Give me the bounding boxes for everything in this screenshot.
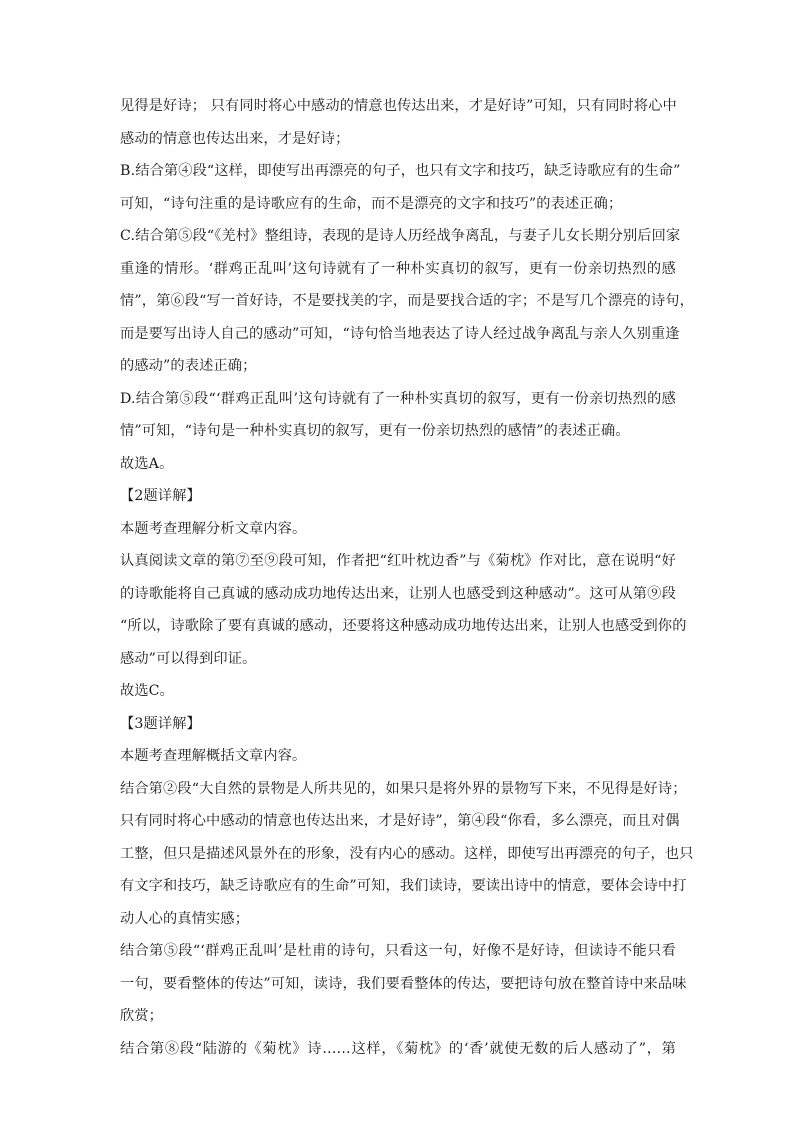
text-line: 结合第⑧段“陆游的《菊枕》诗……这样，《菊枕》的‘香’就使无数的后人感动了”，第 [120,1040,676,1057]
document-page [120,92,694,1067]
text-line: 情”可知，“诗句是一种朴实真切的叙写，更有一份亲切热烈的感情”的表述正确。 [120,423,630,439]
text-line: 本题考查理解分析文章内容。 [120,520,307,537]
text-line: 感动的情意也传达出来，才是好诗； [120,130,350,147]
text-line: 本题考查理解概括文章内容。 [120,748,307,764]
section-heading: 【3题详解】 [120,715,201,732]
text-line: 情”，第⑥段“写一首好诗，不是要找美的字，而是要找合适的字；不是写几个漂亮的诗句， [120,293,694,309]
text-line: 动人心的真情实感； [120,910,250,927]
text-line: 的感动”的表述正确； [120,358,257,374]
text-line: 故选A。 [120,455,174,472]
text-line: D.结合第⑤段“‘群鸡正乱叫’这句诗就有了一种朴实真切的叙写，更有一份亲切热烈的感 [120,390,676,407]
text-line: 有文字和技巧，缺乏诗歌应有的生命”可知，我们读诗，要读出诗中的情意，要体会诗中打 [120,878,687,894]
text-line: 故选C。 [120,683,175,699]
text-line: 而是要写出诗人自己的感动”可知，“诗句恰当地表达了诗人经过战争离乱与亲人久别重逢 [120,325,680,342]
text-line: 结合第⑤段“‘群鸡正乱叫’是杜甫的诗句，只看这一句，好像不是好诗，但读诗不能只看 [120,943,676,959]
text-line: 一句，要看整体的传达”可知，读诗，我们要看整体的传达，要把诗句放在整首诗中来品味 [120,975,687,992]
section-heading: 【2题详解】 [120,488,201,504]
text-line: 欣赏； [120,1008,164,1024]
text-line: C.结合第⑤段“《羌村》整组诗，表现的是诗人历经战争离乱，与妻子儿女长期分别后回家 [120,228,681,244]
text-line: 的诗歌能将自己真诚的感动成功地传达出来，让别人也感受到这种感动”。这可从第⑨段 [120,585,676,602]
text-line: 工整，但只是描述风景外在的形象，没有内心的感动。这样，即使写出再漂亮的句子，也只 [120,845,694,862]
text-line: 认真阅读文章的第⑦至⑨段可知，作者把“红叶枕边香”与《菊枕》作对比，意在说明“好 [120,553,676,569]
text-line: 感动”可以得到印证。 [120,650,257,667]
text-line: 只有同时将心中感动的情意也传达出来，才是好诗”，第④段“你看，多么漂亮，而且对偶 [120,813,680,829]
text-line: “所以，诗歌除了要有真诚的感动，还要将这种感动成功地传达出来，让别人也感受到你的 [120,618,687,634]
text-line: 结合第②段“大自然的景物是人所共见的，如果只是将外界的景物写下来，不见得是好诗； [120,780,687,797]
text-line: 见得是好诗； 只有同时将心中感动的情意也传达出来，才是好诗”可知，只有同时将心中 [120,98,677,114]
text-line: 可知，“诗句注重的是诗歌应有的生命，而不是漂亮的文字和技巧”的表述正确； [120,195,623,212]
text-line: B.结合第④段“这样，即使写出再漂亮的句子，也只有文字和技巧，缺乏诗歌应有的生命” [120,163,681,179]
text-line: 重逢的情形。‘群鸡正乱叫’这句诗就有了一种朴实真切的叙写，更有一份亲切热烈的感 [120,260,676,277]
